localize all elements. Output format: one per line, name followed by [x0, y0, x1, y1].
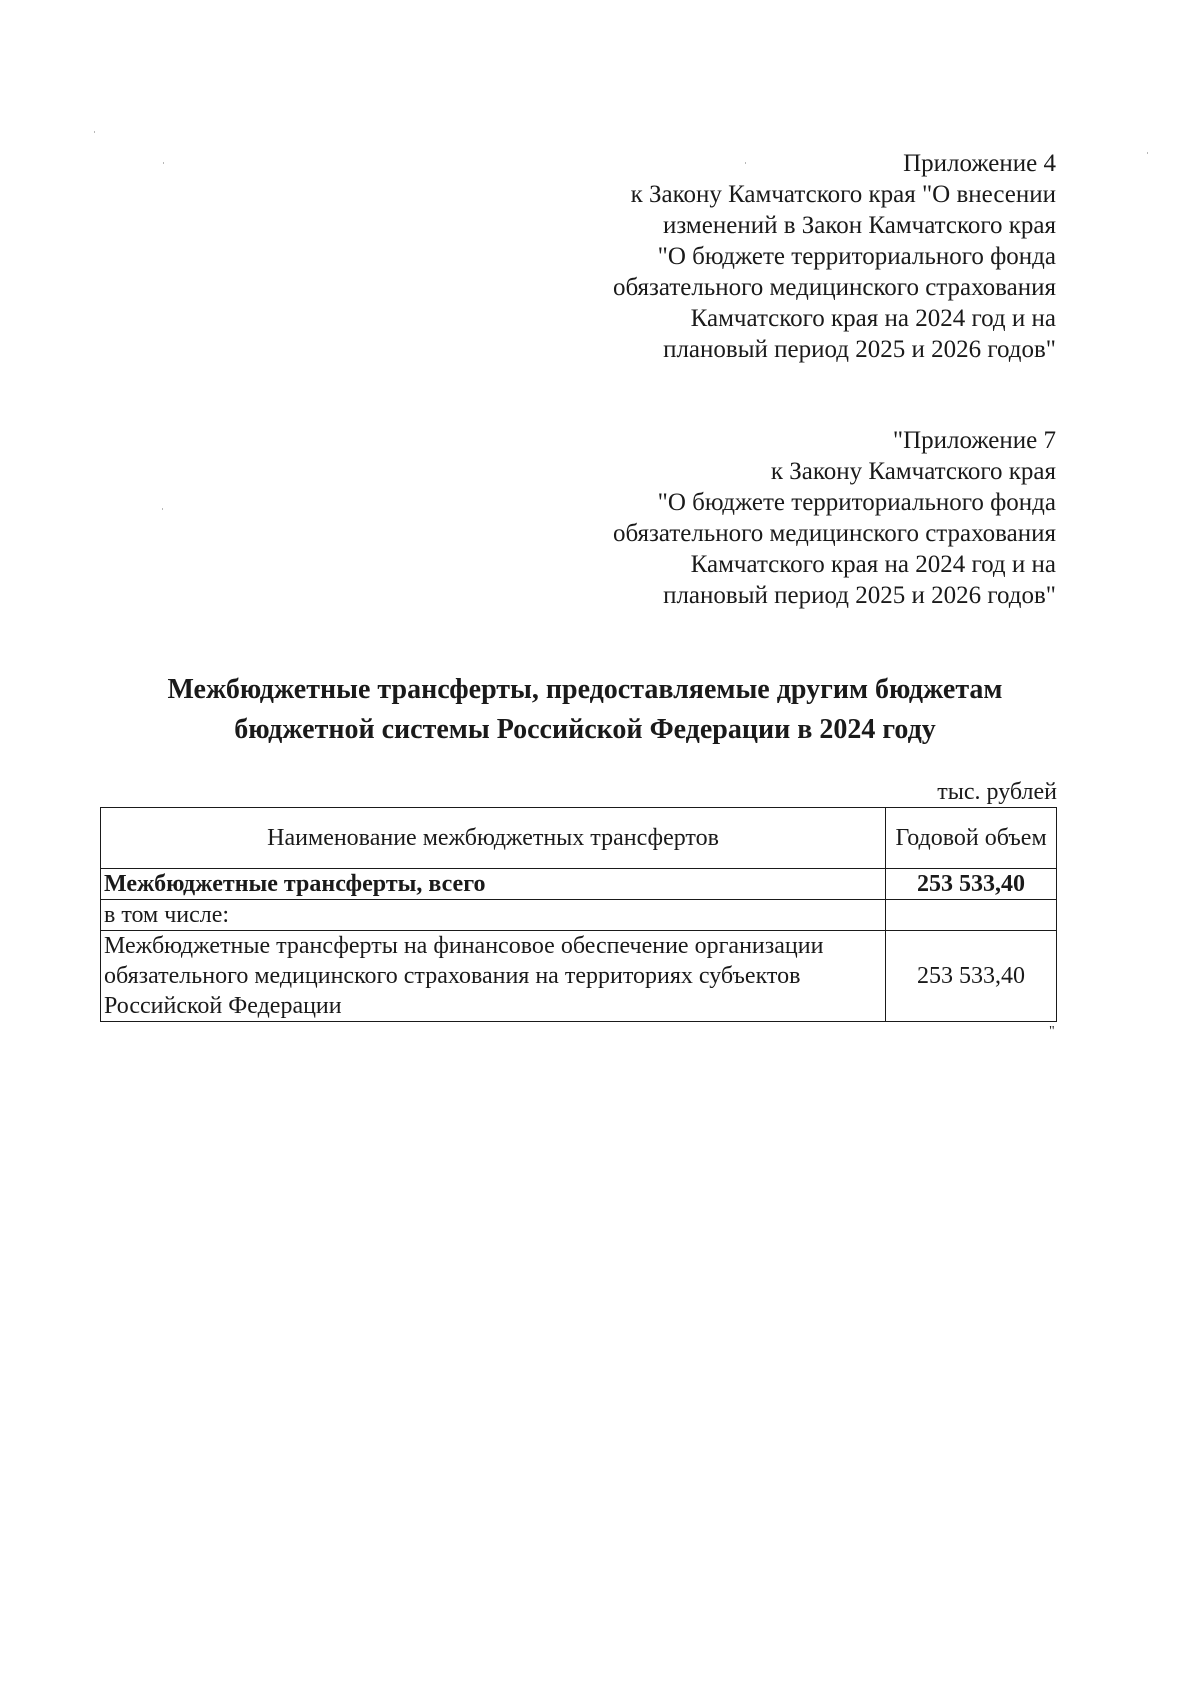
subheader-empty-cell [886, 900, 1057, 931]
annex-7-line: к Закону Камчатского края [770, 458, 1056, 485]
annex-7-line: "Приложение 7 [892, 427, 1056, 454]
annex-4-line: плановый период 2025 и 2026 годов" [663, 336, 1056, 363]
transfers-table [100, 807, 1057, 1022]
table-row [101, 931, 1057, 1022]
annex-4-line: обязательного медицинского страхования [612, 274, 1056, 301]
header-name: Наименование межбюджетных трансфертов [101, 808, 886, 869]
item-volume: 253 533,40 [886, 931, 1057, 1022]
item-name: Межбюджетные трансферты на финансовое обеспечение организации обязательного медицинского страхования на территориях субъектов Российской Федерации [101, 931, 886, 1022]
annex-4-line: "О бюджете территориального фонда [657, 243, 1056, 270]
scan-speck [163, 162, 164, 164]
scan-speck [162, 508, 163, 510]
title-line: бюджетной системы Российской Федерации в 2024 году [234, 714, 936, 745]
annex-4-header [613, 148, 1056, 365]
total-volume: 253 533,40 [886, 869, 1057, 900]
table-row-subheader [101, 900, 1057, 931]
subheader-label: в том числе: [101, 900, 886, 931]
annex-7-line: Камчатского края на 2024 год и на [690, 551, 1056, 578]
title-line: Межбюджетные трансферты, предоставляемые другим бюджетам [167, 674, 1003, 705]
scan-speck [94, 131, 95, 133]
header-volume: Годовой объем [886, 808, 1057, 869]
annex-7-line: обязательного медицинского страхования [612, 520, 1056, 547]
annex-4-line: Приложение 4 [903, 150, 1056, 177]
scan-speck [1147, 152, 1148, 154]
total-name: Межбюджетные трансферты, всего [101, 869, 886, 900]
document-title [100, 670, 1070, 750]
scan-speck [745, 162, 746, 164]
annex-4-line: изменений в Закон Камчатского края [663, 212, 1056, 239]
annex-7-header [613, 425, 1056, 611]
closing-quote: " [1049, 1024, 1055, 1039]
annex-4-line: к Закону Камчатского края "О внесении [630, 181, 1056, 208]
annex-7-line: плановый период 2025 и 2026 годов" [663, 582, 1056, 609]
table-row-total [101, 869, 1057, 900]
table-header-row [101, 808, 1057, 869]
annex-4-line: Камчатского края на 2024 год и на [690, 305, 1056, 332]
annex-7-line: "О бюджете территориального фонда [657, 489, 1056, 516]
units-label: тыс. рублей [937, 779, 1057, 805]
